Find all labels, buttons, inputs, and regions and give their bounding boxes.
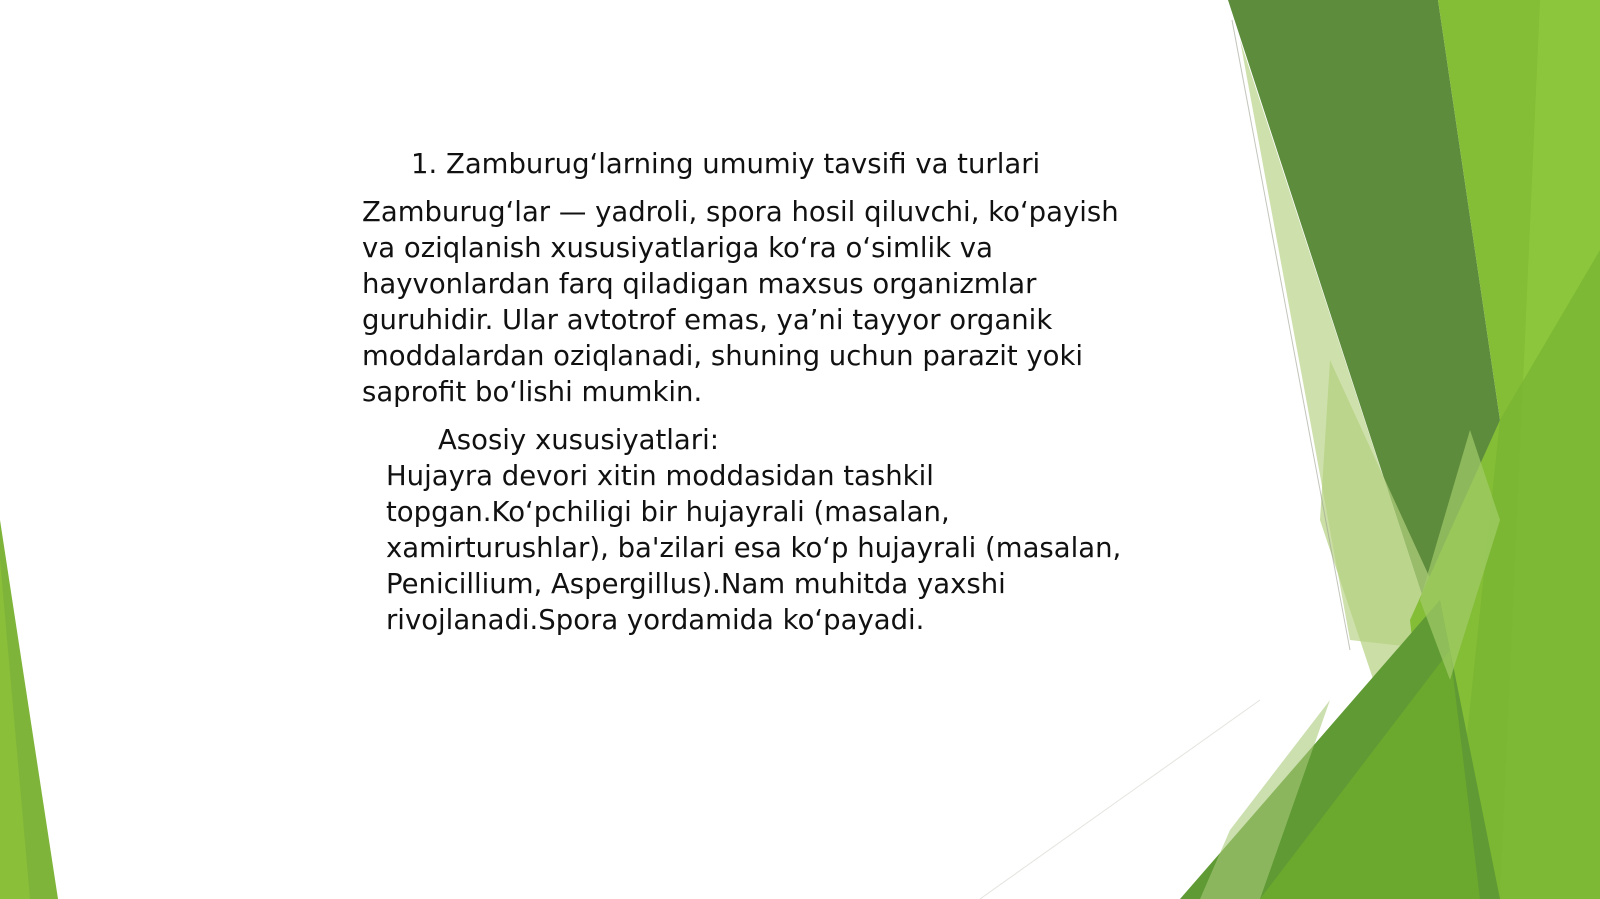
slide-heading: 1. Zamburug‘larning umumiy tavsifi va turlari: [411, 148, 1041, 180]
intro-paragraph: Zamburug‘lar — yadroli, spora hosil qiluvchi, ko‘payish va oziqlanish xususiyatlariga ko‘ra o‘simlik va hayvonlardan farq qiladigan maxsus organizmlar guruhidir. Ular avtotrof emas, ya’ni tayyor organik moddalardan oziqlanadi, shuning uchun parazit yoki saprofit bo‘lishi mumkin.: [362, 196, 1119, 408]
features-heading: Asosiy xususiyatlari:: [438, 424, 719, 456]
features-paragraph: Hujayra devori xitin moddasidan tashkil topgan.Ko‘pchiligi bir hujayrali (masalan, xamirturushlar), ba'zilari esa ko‘p hujayrali (masalan, Penicillium, Aspergillus).Nam muhitda yaxshi rivojlanadi.Spora yordamida ko‘payadi.: [386, 460, 1122, 636]
slide-text-area: [340, 140, 1140, 638]
